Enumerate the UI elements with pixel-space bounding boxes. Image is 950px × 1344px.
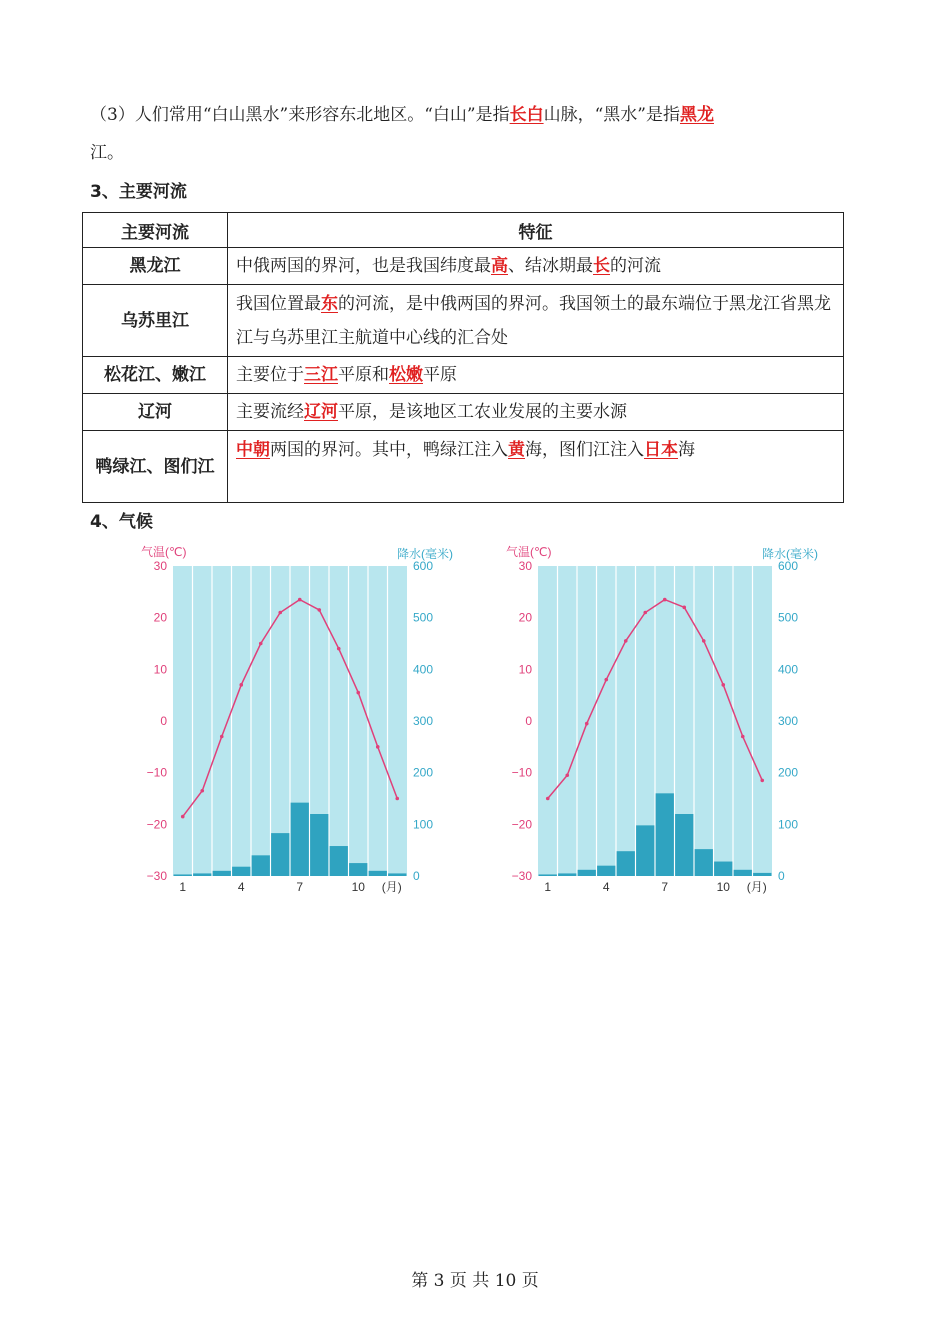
temp-tick-label: 20 [518, 610, 532, 625]
temp-tick-label: −10 [146, 765, 167, 780]
precip-bar [174, 874, 192, 876]
precip-bar [656, 793, 674, 876]
month-tick-label: 4 [602, 880, 610, 894]
feature-text: 平原，是该地区工农业发展的主要水源 [338, 402, 627, 422]
river-name: 辽河 [83, 394, 228, 431]
temperature-point [298, 598, 302, 602]
answer-liaohe: 辽河 [304, 402, 338, 422]
answer-gao: 高 [491, 256, 508, 276]
feature-text: 主要流经 [236, 402, 304, 422]
feature-text: 我国位置最 [236, 293, 321, 314]
feature-text: 平原 [423, 365, 457, 385]
temperature-point [376, 745, 380, 749]
temperature-point [259, 642, 263, 646]
temp-tick-label: −20 [511, 817, 532, 832]
temperature-point [337, 647, 341, 651]
month-tick-label: 7 [661, 880, 669, 894]
precip-tick-label: 600 [413, 559, 434, 573]
answer-sanjiang: 三江 [304, 365, 338, 385]
precip-bar [271, 833, 289, 876]
climate-chart-2 [500, 538, 820, 903]
precip-tick-label: 0 [413, 869, 420, 883]
temperature-point [760, 779, 764, 783]
temp-tick-label: −20 [146, 817, 167, 832]
precip-bar [369, 871, 387, 876]
table-row [83, 248, 844, 285]
precip-bar [578, 870, 596, 876]
precip-tick-label: 400 [778, 662, 799, 677]
temp-tick-label: 0 [160, 714, 167, 728]
table-row [83, 394, 844, 431]
precip-bar [695, 849, 713, 876]
river-name: 松花江、嫩江 [83, 357, 228, 394]
answer-zhongchao: 中朝 [236, 440, 270, 460]
precip-bar [636, 825, 654, 876]
temperature-point [585, 722, 589, 726]
precip-tick-label: 600 [778, 559, 799, 573]
precip-bar [213, 871, 231, 876]
feature-text: 海 [678, 440, 695, 460]
precip-bar [232, 867, 250, 876]
temp-tick-label: −10 [511, 765, 532, 780]
answer-heilong: 黑龙 [679, 105, 714, 125]
answer-huang: 黄 [508, 440, 525, 460]
river-feature [228, 357, 844, 394]
temperature-point [278, 611, 282, 615]
river-name: 鸭绿江、图们江 [83, 431, 228, 503]
feature-text: 的河流 [610, 256, 661, 276]
temp-tick-label: −30 [146, 869, 167, 883]
precip-bar [388, 873, 406, 876]
precip-bar [310, 814, 328, 876]
river-name: 乌苏里江 [83, 285, 228, 357]
intro-text: 山脉，“黑水”是指 [543, 105, 680, 125]
precip-bar [558, 873, 576, 876]
temperature-point [565, 773, 569, 777]
table-header-row [83, 213, 844, 248]
precip-bar [330, 846, 348, 876]
precip-axis-label: 降水(毫米) [762, 547, 818, 561]
header-feature: 特征 [228, 213, 844, 248]
answer-changbai: 长白 [509, 105, 544, 125]
temperature-point [239, 683, 243, 687]
table-row [83, 357, 844, 394]
table-row [83, 431, 844, 503]
climate-chart-svg [135, 538, 455, 898]
section-4-title: 4、气候 [90, 512, 153, 532]
precip-bar [734, 870, 752, 876]
precip-tick-label: 300 [778, 714, 799, 728]
answer-songnen: 松嫩 [389, 365, 423, 385]
temp-tick-label: 30 [518, 559, 532, 573]
precip-bar [539, 874, 557, 876]
temperature-point [721, 683, 725, 687]
temperature-point [356, 691, 360, 695]
answer-dong: 东 [321, 293, 338, 314]
temperature-point [395, 797, 399, 801]
river-name: 黑龙江 [83, 248, 228, 285]
month-tick-label: 1 [179, 880, 187, 894]
answer-chang: 长 [593, 256, 610, 276]
page-footer: 第 3 页 共 10 页 [411, 1271, 539, 1291]
temp-tick-label: 20 [153, 610, 167, 625]
precip-bar [714, 862, 732, 876]
feature-text: 主要位于 [236, 365, 304, 385]
rivers-table [82, 212, 844, 503]
precip-bar [252, 855, 270, 876]
precip-tick-label: 200 [778, 765, 799, 780]
precip-axis-label: 降水(毫米) [397, 547, 453, 561]
precip-bar [349, 863, 367, 876]
month-tick-label: 1 [544, 880, 552, 894]
intro-text: （3）人们常用“白山黑水”来形容东北地区。“白山”是指 [90, 105, 510, 125]
feature-text: 两国的界河。其中，鸭绿江注入 [270, 440, 508, 460]
temp-axis-label: 气温(℃) [506, 545, 552, 559]
temperature-point [702, 639, 706, 643]
month-unit-label: (月) [381, 880, 402, 894]
precip-tick-label: 500 [413, 610, 434, 625]
precip-tick-label: 100 [778, 817, 799, 832]
intro-text: 江。 [90, 143, 124, 163]
precip-bar [617, 851, 635, 876]
precip-tick-label: 0 [778, 869, 785, 883]
river-feature [228, 394, 844, 431]
precip-tick-label: 500 [778, 610, 799, 625]
month-tick-label: 10 [351, 880, 365, 894]
temp-tick-label: 10 [518, 662, 532, 677]
temp-tick-label: 10 [153, 662, 167, 677]
month-tick-label: 4 [237, 880, 245, 894]
temp-tick-label: 0 [525, 714, 532, 728]
river-feature [228, 285, 844, 357]
temperature-point [220, 735, 224, 739]
precip-bar [597, 866, 615, 876]
intro-paragraph [90, 96, 860, 172]
temperature-point [643, 611, 647, 615]
precip-bar [193, 873, 211, 876]
temperature-point [181, 815, 185, 819]
temperature-point [604, 678, 608, 682]
section-3-title: 3、主要河流 [90, 182, 187, 202]
feature-text: 、结冰期最 [508, 256, 593, 276]
climate-chart-1 [135, 538, 455, 903]
river-feature [228, 248, 844, 285]
month-unit-label: (月) [746, 880, 767, 894]
temp-axis-label: 气温(℃) [141, 545, 187, 559]
temperature-point [663, 598, 667, 602]
climate-chart-svg [500, 538, 820, 898]
temperature-point [200, 789, 204, 793]
precip-bar [291, 803, 309, 876]
temperature-point [741, 735, 745, 739]
answer-riben: 日本 [644, 440, 678, 460]
table-row [83, 285, 844, 357]
precip-tick-label: 300 [413, 714, 434, 728]
header-river: 主要河流 [83, 213, 228, 248]
temp-tick-label: 30 [153, 559, 167, 573]
temp-tick-label: −30 [511, 869, 532, 883]
precip-bar [675, 814, 693, 876]
feature-text: 平原和 [338, 365, 389, 385]
feature-text: 中俄两国的界河，也是我国纬度最 [236, 256, 491, 276]
feature-text: 海，图们江注入 [525, 440, 644, 460]
precip-bar [753, 873, 771, 876]
precip-tick-label: 400 [413, 662, 434, 677]
feature-text: 的河流，是中俄两国的界河。我国领土的最东端位于黑龙江省黑龙江与乌苏里江主航道中心线的汇合处 [236, 293, 831, 348]
temperature-point [682, 606, 686, 610]
temperature-point [546, 797, 550, 801]
temperature-point [624, 639, 628, 643]
month-tick-label: 10 [716, 880, 730, 894]
month-tick-label: 7 [296, 880, 304, 894]
river-feature [228, 431, 844, 503]
temperature-point [317, 608, 321, 612]
precip-tick-label: 100 [413, 817, 434, 832]
precip-tick-label: 200 [413, 765, 434, 780]
